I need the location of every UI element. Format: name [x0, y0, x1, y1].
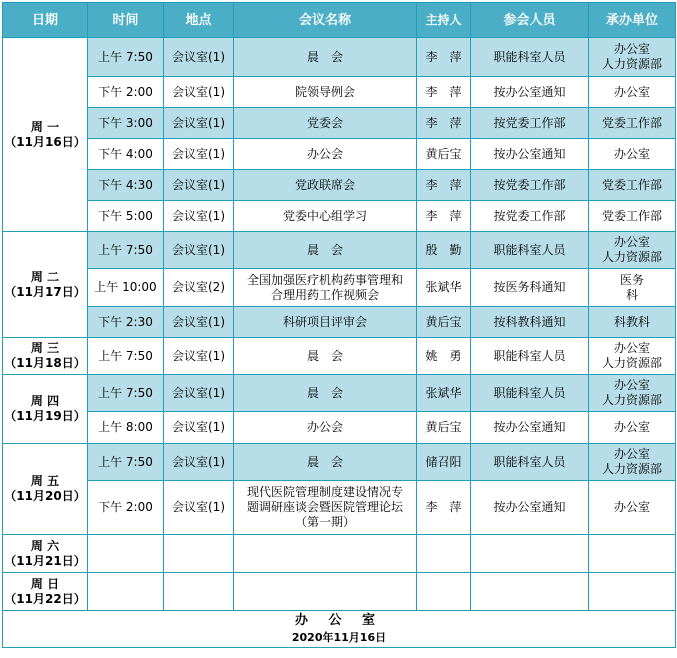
- location-cell: 会议室(1): [164, 139, 234, 170]
- table-row: [3, 201, 676, 232]
- footer-row: [3, 611, 676, 648]
- time-cell: 下午 2:00: [88, 481, 164, 535]
- day-cell: [3, 232, 88, 338]
- host-cell: 姚 勇: [417, 338, 471, 375]
- organizer-cell-line: 办公室: [613, 500, 650, 514]
- empty-cell: [417, 573, 471, 611]
- location-cell: 会议室(1): [164, 108, 234, 139]
- time-cell: 下午 4:30: [88, 170, 164, 201]
- time-cell: 上午 7:50: [88, 232, 164, 269]
- organizer-cell: [589, 139, 676, 170]
- time-cell: 上午 7:50: [88, 375, 164, 412]
- host-cell: 张斌华: [417, 375, 471, 412]
- day-date: （11月21日）: [4, 553, 86, 568]
- host-cell: 殷 勤: [417, 232, 471, 269]
- meeting-name-cell-line: 科研项目评审会: [282, 314, 367, 329]
- organizer-cell-line: 办公室: [613, 235, 650, 249]
- meeting-name-cell: [234, 139, 417, 170]
- time-cell: 上午 8:00: [88, 412, 164, 444]
- location-cell: 会议室(1): [164, 375, 234, 412]
- day-name: 周 三: [30, 341, 60, 355]
- time-cell: 下午 5:00: [88, 201, 164, 232]
- table-row: [3, 232, 676, 269]
- attendees-cell: 按科教科通知: [471, 307, 589, 338]
- meeting-name-cell-line: 党政联席会: [294, 177, 355, 192]
- meeting-name-cell: [234, 232, 417, 269]
- table-row: [3, 108, 676, 139]
- header-meeting-name: 会议名称: [234, 3, 417, 38]
- location-cell: 会议室(1): [164, 338, 234, 375]
- table-row: [3, 170, 676, 201]
- organizer-cell: [589, 38, 676, 77]
- attendees-cell: 职能科室人员: [471, 232, 589, 269]
- meeting-name-cell: [234, 444, 417, 481]
- header-row: [3, 3, 676, 38]
- organizer-cell: [589, 307, 676, 338]
- location-cell: 会议室(1): [164, 170, 234, 201]
- organizer-cell-line: 办公室: [613, 420, 650, 434]
- organizer-cell-line: 办公室: [613, 146, 650, 161]
- host-cell: 李 萍: [417, 108, 471, 139]
- organizer-cell: [589, 412, 676, 444]
- table-row: [3, 375, 676, 412]
- organizer-cell-line: 办公室: [613, 447, 650, 461]
- organizer-cell-line: 党委工作部: [601, 115, 662, 130]
- meeting-name-cell: [234, 375, 417, 412]
- meeting-name-cell: [234, 269, 417, 307]
- meeting-name-cell: [234, 338, 417, 375]
- meeting-name-cell: [234, 170, 417, 201]
- table-row: [3, 412, 676, 444]
- organizer-cell-line: 人力资源部: [601, 250, 662, 264]
- time-cell: 下午 3:00: [88, 108, 164, 139]
- host-cell: 李 萍: [417, 170, 471, 201]
- organizer-cell: [589, 338, 676, 375]
- table-row: [3, 139, 676, 170]
- host-cell: 李 萍: [417, 481, 471, 535]
- organizer-cell-line: 党委工作部: [601, 177, 662, 192]
- location-cell: 会议室(1): [164, 444, 234, 481]
- time-cell: 下午 2:00: [88, 77, 164, 108]
- day-date: （11月22日）: [4, 591, 86, 606]
- meeting-name-cell: [234, 412, 417, 444]
- meeting-name-cell: [234, 307, 417, 338]
- meeting-name-cell-line: 晨 会: [306, 242, 343, 257]
- time-cell: 下午 4:00: [88, 139, 164, 170]
- organizer-cell-line: 人力资源部: [601, 462, 662, 476]
- empty-cell: [234, 573, 417, 611]
- day-date: （11月16日）: [4, 134, 86, 149]
- organizer-cell-line: 办公室: [613, 341, 650, 355]
- host-cell: 李 萍: [417, 77, 471, 108]
- meeting-name-cell: [234, 77, 417, 108]
- meeting-name-cell-line: 党委会: [306, 115, 343, 130]
- host-cell: 黄后宝: [417, 412, 471, 444]
- table-row: [3, 338, 676, 375]
- location-cell: 会议室(1): [164, 307, 234, 338]
- location-cell: 会议室(1): [164, 38, 234, 77]
- host-cell: 李 萍: [417, 201, 471, 232]
- organizer-cell: [589, 77, 676, 108]
- empty-cell: [589, 535, 676, 573]
- location-cell: 会议室(1): [164, 481, 234, 535]
- meeting-name-cell-line: 晨 会: [306, 49, 343, 64]
- day-name: 周 日: [30, 576, 60, 591]
- location-cell: 会议室(1): [164, 77, 234, 108]
- organizer-cell: [589, 444, 676, 481]
- time-cell: 上午 7:50: [88, 38, 164, 77]
- table-row: [3, 307, 676, 338]
- day-date: （11月18日）: [4, 356, 86, 370]
- meeting-name-cell-line: 现代医院管理制度建设情况专: [246, 485, 403, 499]
- attendees-cell: 职能科室人员: [471, 444, 589, 481]
- organizer-cell-line: 医务: [619, 272, 644, 287]
- host-cell: 黄后宝: [417, 139, 471, 170]
- meeting-name-cell: [234, 108, 417, 139]
- time-cell: 上午 7:50: [88, 444, 164, 481]
- meeting-name-cell-line: 晨 会: [306, 385, 343, 400]
- location-cell: 会议室(1): [164, 201, 234, 232]
- table-row: [3, 38, 676, 77]
- empty-cell: [234, 535, 417, 573]
- location-cell: 会议室(1): [164, 232, 234, 269]
- empty-cell: [417, 535, 471, 573]
- attendees-cell: 按办公室通知: [471, 412, 589, 444]
- time-cell: 上午 10:00: [88, 269, 164, 307]
- day-date: （11月19日）: [4, 409, 86, 423]
- meeting-name-cell-line: 晨 会: [306, 348, 343, 363]
- day-name: 周 一: [30, 119, 60, 134]
- meeting-name-cell-line: 办公会: [306, 146, 343, 161]
- organizer-cell-line: 科教科: [613, 314, 650, 329]
- organizer-cell-line: 科: [625, 287, 638, 302]
- footer-org: 办 公 室: [294, 613, 384, 628]
- meeting-name-cell: [234, 201, 417, 232]
- host-cell: 张斌华: [417, 269, 471, 307]
- organizer-cell: [589, 232, 676, 269]
- day-name: 周 五: [30, 474, 60, 488]
- organizer-cell-line: 党委工作部: [601, 208, 662, 223]
- attendees-cell: 按医务科通知: [471, 269, 589, 307]
- table-row: [3, 269, 676, 307]
- host-cell: 李 萍: [417, 38, 471, 77]
- day-cell: [3, 535, 88, 573]
- organizer-cell-line: 人力资源部: [601, 393, 662, 407]
- meeting-name-cell-line: 党委中心组学习: [282, 208, 367, 223]
- host-cell: 黄后宝: [417, 307, 471, 338]
- empty-cell: [471, 573, 589, 611]
- meeting-name-cell-line: 全国加强医疗机构药事管理和: [246, 272, 403, 287]
- empty-cell: [589, 573, 676, 611]
- attendees-cell: 职能科室人员: [471, 375, 589, 412]
- organizer-cell: [589, 170, 676, 201]
- table-row: [3, 573, 676, 611]
- organizer-cell: [589, 375, 676, 412]
- table-row: [3, 444, 676, 481]
- host-cell: 储召阳: [417, 444, 471, 481]
- day-name: 周 四: [30, 394, 60, 408]
- organizer-cell: [589, 108, 676, 139]
- meeting-name-cell: [234, 38, 417, 77]
- empty-cell: [471, 535, 589, 573]
- table-row: [3, 535, 676, 573]
- empty-cell: [164, 573, 234, 611]
- organizer-cell-line: 办公室: [613, 42, 650, 56]
- time-cell: 上午 7:50: [88, 338, 164, 375]
- organizer-cell: [589, 269, 676, 307]
- organizer-cell-line: 人力资源部: [601, 57, 662, 71]
- attendees-cell: 职能科室人员: [471, 38, 589, 77]
- attendees-cell: 按党委工作部: [471, 170, 589, 201]
- attendees-cell: 按办公室通知: [471, 77, 589, 108]
- meeting-schedule-table: [2, 2, 676, 648]
- empty-cell: [88, 535, 164, 573]
- organizer-cell: [589, 481, 676, 535]
- header-host: 主持人: [417, 3, 471, 38]
- meeting-name-cell-line: 晨 会: [306, 454, 343, 469]
- meeting-name-cell-line: （第一期）: [294, 515, 355, 529]
- organizer-cell-line: 人力资源部: [601, 356, 662, 370]
- day-cell: [3, 375, 88, 444]
- footer-date: 2020年11月16日: [291, 631, 387, 644]
- day-date: （11月17日）: [4, 284, 86, 299]
- meeting-name-cell-line: 办公会: [306, 420, 343, 434]
- time-cell: 下午 2:30: [88, 307, 164, 338]
- day-name: 周 二: [30, 269, 60, 284]
- meeting-name-cell-line: 院领导例会: [294, 84, 355, 99]
- day-cell: [3, 573, 88, 611]
- attendees-cell: 按党委工作部: [471, 201, 589, 232]
- meeting-name-cell-line: 合理用药工作视频会: [270, 287, 379, 302]
- day-cell: [3, 338, 88, 375]
- day-name: 周 六: [30, 538, 60, 553]
- location-cell: 会议室(2): [164, 269, 234, 307]
- empty-cell: [88, 573, 164, 611]
- header-location: 地点: [164, 3, 234, 38]
- attendees-cell: 按党委工作部: [471, 108, 589, 139]
- table-row: [3, 77, 676, 108]
- organizer-cell-line: 办公室: [613, 84, 650, 99]
- header-organizer: 承办单位: [589, 3, 676, 38]
- meeting-name-cell-line: 题调研座谈会暨医院管理论坛: [246, 500, 403, 514]
- empty-cell: [164, 535, 234, 573]
- footer-signature: [3, 611, 676, 648]
- location-cell: 会议室(1): [164, 412, 234, 444]
- table-row: [3, 481, 676, 535]
- day-cell: [3, 444, 88, 535]
- attendees-cell: 按办公室通知: [471, 481, 589, 535]
- day-date: （11月20日）: [4, 489, 86, 503]
- attendees-cell: 职能科室人员: [471, 338, 589, 375]
- meeting-name-cell: [234, 481, 417, 535]
- attendees-cell: 按办公室通知: [471, 139, 589, 170]
- day-cell: [3, 38, 88, 232]
- organizer-cell: [589, 201, 676, 232]
- header-attendees: 参会人员: [471, 3, 589, 38]
- organizer-cell-line: 办公室: [613, 378, 650, 392]
- header-time: 时间: [88, 3, 164, 38]
- header-date: 日期: [3, 3, 88, 38]
